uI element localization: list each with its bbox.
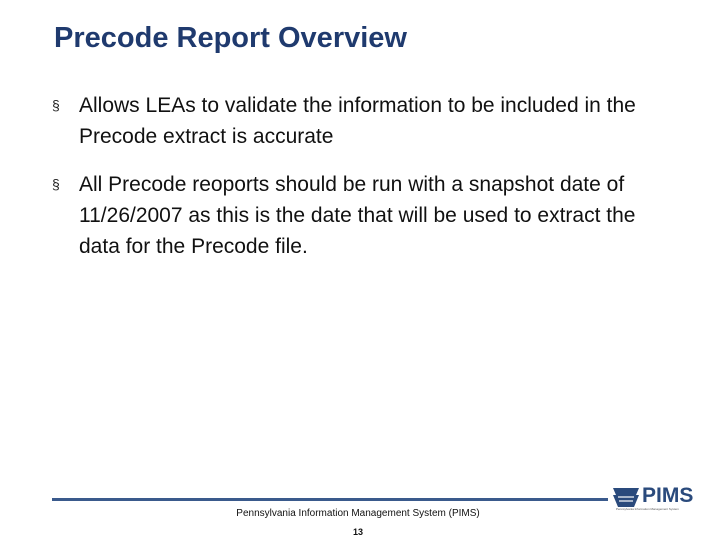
- logo-subtitle: Pennsylvania Information Management System: [616, 507, 679, 511]
- bullet-item: [52, 169, 672, 262]
- bullet-text: Allows LEAs to validate the information to be included in the Precode extract is accurate: [79, 94, 636, 148]
- logo-text: PIMS: [642, 484, 694, 507]
- page-number: 13: [352, 527, 363, 537]
- keystone-icon: [612, 486, 640, 508]
- bullet-list: [52, 90, 672, 279]
- bullet-marker: §: [52, 176, 60, 192]
- bullet-item: [52, 90, 672, 152]
- pims-logo: [612, 483, 698, 513]
- bullet-text: All Precode reoports should be run with a snapshot date of 11/26/2007 as this is the date that will be used to extract the data for the Precode file.: [79, 173, 636, 258]
- bullet-marker: §: [52, 97, 60, 113]
- footer-divider: [52, 498, 608, 501]
- footer-text: Pennsylvania Information Management System (PIMS): [236, 508, 480, 519]
- slide-title: Precode Report Overview: [54, 22, 407, 54]
